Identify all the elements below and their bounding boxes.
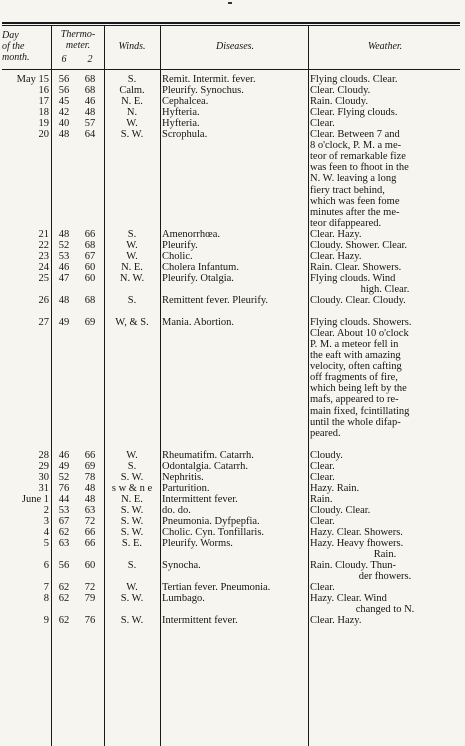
wind-cell: Calm. bbox=[119, 85, 145, 97]
thermo-2-cell: 48 bbox=[84, 493, 96, 505]
weather-cell-line: Clear. Between 7 and bbox=[310, 129, 400, 141]
thermo-6-cell: 48 bbox=[58, 228, 70, 240]
thermo-2-cell: 48 bbox=[84, 482, 96, 494]
thermo-2-cell: 48 bbox=[84, 107, 96, 119]
wind-cell: S. bbox=[127, 228, 137, 240]
header-day-label: Day bbox=[2, 30, 19, 41]
header-winds: Winds. bbox=[118, 41, 146, 52]
thermo-2-cell: 68 bbox=[84, 295, 96, 306]
disease-cell: Scrophula. bbox=[162, 129, 208, 141]
weather-cell-line: P. M. a meteor fell in bbox=[310, 339, 399, 351]
thermo-6-cell: 46 bbox=[58, 449, 70, 461]
wind-cell: N. W. bbox=[119, 272, 145, 284]
weather-cell-line: Clear. Cloudy. bbox=[310, 85, 371, 97]
thermo-2-cell: 78 bbox=[84, 471, 96, 483]
disease-cell: Pleurify. Worms. bbox=[162, 538, 233, 550]
day-cell: 30 bbox=[38, 471, 49, 483]
thermo-6-cell: 53 bbox=[58, 504, 70, 516]
day-cell: 25 bbox=[38, 272, 49, 284]
weather-cell-line: Clear. bbox=[310, 471, 335, 483]
wind-cell: W. bbox=[126, 250, 138, 262]
header-day-label: month. bbox=[2, 52, 30, 63]
thermo-2-cell: 63 bbox=[84, 504, 96, 516]
weather-cell-line: Clear. bbox=[310, 118, 335, 130]
wind-cell: S. W. bbox=[120, 129, 144, 141]
day-cell: 19 bbox=[38, 118, 49, 130]
day-cell: 24 bbox=[38, 261, 49, 273]
disease-cell: Intermittent fever. bbox=[162, 615, 238, 627]
day-cell: 5 bbox=[43, 538, 49, 550]
wind-cell: N. E. bbox=[121, 493, 143, 505]
weather-cell-line: Cloudy. Shower. Clear. bbox=[310, 239, 408, 251]
thermo-2-cell: 79 bbox=[84, 593, 96, 605]
weather-cell-line: was feen to fhoot in the bbox=[310, 162, 409, 174]
weather-cell-line: until the whole difap- bbox=[310, 416, 401, 428]
disease-cell: Tertian fever. Pneumonia. bbox=[162, 582, 271, 594]
wind-cell: W. bbox=[126, 239, 138, 251]
thermo-6-cell: 46 bbox=[58, 261, 70, 273]
thermo-2-cell: 64 bbox=[84, 129, 96, 141]
weather-cell-line: which being left by the bbox=[310, 383, 407, 395]
wind-cell: S. bbox=[127, 74, 137, 85]
weather-cell-line: fiery tract behind, bbox=[310, 184, 385, 196]
thermo-2-cell: 60 bbox=[84, 560, 96, 572]
weather-cell-line: Flying clouds. Wind bbox=[310, 272, 396, 284]
thermo-2-cell: 68 bbox=[84, 239, 96, 251]
weather-cell-line: Hazy. Rain. bbox=[310, 482, 360, 494]
disease-cell: Amenorrhœa. bbox=[162, 228, 221, 240]
day-cell: 23 bbox=[38, 250, 49, 262]
thermo-2-cell: 69 bbox=[84, 460, 96, 472]
thermo-6-cell: 56 bbox=[58, 74, 70, 85]
weather-cell-line: 8 o'clock, P. M. a me- bbox=[310, 140, 402, 152]
thermo-2-cell: 67 bbox=[84, 250, 96, 262]
wind-cell: S. W. bbox=[120, 527, 144, 539]
weather-cell-line: Rain. bbox=[310, 493, 333, 505]
weather-cell-line: teor of remarkable fize bbox=[310, 151, 406, 163]
day-cell: 7 bbox=[43, 582, 49, 594]
wind-cell: S. W. bbox=[120, 471, 144, 483]
day-cell: May 15 bbox=[16, 74, 49, 85]
weather-cell-line: Hazy. Clear. Showers. bbox=[310, 527, 403, 539]
header-weather: Weather. bbox=[367, 41, 403, 52]
day-cell: 3 bbox=[43, 516, 49, 527]
wind-cell: S. bbox=[127, 295, 137, 306]
weather-cell-line: Hazy. Heavy fhowers. bbox=[310, 538, 404, 550]
top-double-rule-b bbox=[2, 25, 460, 26]
day-cell: 2 bbox=[43, 504, 49, 516]
thermo-2-cell: 66 bbox=[84, 538, 96, 550]
wind-cell: W. bbox=[126, 449, 138, 461]
weather-cell-line: which was feen fome bbox=[310, 195, 400, 207]
day-cell: 27 bbox=[38, 317, 49, 329]
thermo-6-cell: 49 bbox=[58, 317, 70, 329]
weather-cell-line: changed to N. bbox=[355, 604, 415, 616]
day-cell: 16 bbox=[38, 85, 49, 97]
disease-cell: Hyfteria. bbox=[162, 118, 200, 130]
wind-cell: N. bbox=[126, 107, 138, 119]
header-thermometer-label: meter. bbox=[65, 40, 91, 51]
disease-cell: Rheumatifm. Catarrh. bbox=[162, 449, 254, 461]
day-cell: June 1 bbox=[21, 493, 49, 505]
disease-cell: do. do. bbox=[162, 504, 191, 516]
disease-cell: Pleurify. Synochus. bbox=[162, 85, 244, 97]
weather-cell-line: Clear. bbox=[310, 516, 335, 527]
weather-cell-line: Clear. bbox=[310, 460, 335, 472]
day-cell: 21 bbox=[38, 228, 49, 240]
day-cell: 4 bbox=[43, 527, 49, 539]
thermo-2-cell: 68 bbox=[84, 85, 96, 97]
thermo-2-cell: 72 bbox=[84, 582, 96, 594]
weather-cell-line: mafs, appeared to re- bbox=[310, 394, 399, 406]
thermo-6-cell: 42 bbox=[58, 107, 70, 119]
wind-cell: S. W. bbox=[120, 504, 144, 516]
thermo-6-cell: 52 bbox=[58, 239, 70, 251]
disease-cell: Synocha. bbox=[162, 560, 201, 572]
weather-cell-line: minutes after the me- bbox=[310, 206, 400, 218]
header-diseases: Diseases. bbox=[215, 41, 255, 52]
weather-cell-line: Clear. Flying clouds. bbox=[310, 107, 398, 119]
thermo-6-cell: 48 bbox=[58, 129, 70, 141]
thermo-6-cell: 40 bbox=[58, 118, 70, 130]
header-thermometer-label: Thermo- bbox=[60, 29, 96, 40]
day-cell: 29 bbox=[38, 460, 49, 472]
weather-cell-line: Rain. Cloudy. Thun- bbox=[310, 560, 397, 572]
day-cell: 26 bbox=[38, 295, 49, 306]
day-cell: 22 bbox=[38, 239, 49, 251]
weather-cell-line: der fhowers. bbox=[358, 571, 412, 583]
thermo-6-cell: 76 bbox=[58, 482, 70, 494]
thermo-2-cell: 66 bbox=[84, 228, 96, 240]
top-double-rule-a bbox=[2, 22, 460, 24]
thermo-6-cell: 49 bbox=[58, 460, 70, 472]
thermo-6-cell: 45 bbox=[58, 96, 70, 108]
thermo-2-cell: 68 bbox=[84, 74, 96, 85]
day-cell: 8 bbox=[43, 593, 49, 605]
disease-cell: Cephalcea. bbox=[162, 96, 209, 108]
disease-cell: Cholic. Cyn. Tonfillaris. bbox=[162, 527, 265, 539]
disease-cell: Remittent fever. Pleurify. bbox=[162, 295, 269, 306]
header-time-2: 2 bbox=[87, 54, 93, 65]
thermo-2-cell: 57 bbox=[84, 118, 96, 130]
wind-cell: S. bbox=[127, 560, 137, 572]
disease-cell: Remit. Intermit. fever. bbox=[162, 74, 256, 85]
wind-cell: S. W. bbox=[120, 516, 144, 527]
thermo-6-cell: 63 bbox=[58, 538, 70, 550]
weather-cell-line: peared. bbox=[310, 427, 341, 439]
wind-cell: S. bbox=[127, 460, 137, 472]
thermo-6-cell: 47 bbox=[58, 272, 70, 284]
weather-cell-line: Cloudy. Clear. Cloudy. bbox=[310, 295, 406, 306]
day-cell: 20 bbox=[38, 129, 49, 141]
disease-cell: Pleurify. Otalgia. bbox=[162, 272, 234, 284]
col-sep-4 bbox=[308, 25, 309, 746]
day-cell: 9 bbox=[43, 615, 49, 627]
weather-cell-line: Rain. Clear. Showers. bbox=[310, 261, 402, 273]
disease-cell: Cholic. bbox=[162, 250, 193, 262]
wind-cell: W, & S. bbox=[115, 317, 149, 329]
thermo-2-cell: 60 bbox=[84, 272, 96, 284]
disease-cell: Pneumonia. Dyfpepfia. bbox=[162, 516, 260, 527]
weather-cell-line: off fragments of fire, bbox=[310, 372, 398, 384]
wind-cell: S. W. bbox=[120, 593, 144, 605]
thermo-6-cell: 44 bbox=[58, 493, 70, 505]
thermo-6-cell: 52 bbox=[58, 471, 70, 483]
weather-cell-line: Clear. Hazy. bbox=[310, 250, 362, 262]
weather-cell-line: main fixed, fcintillating bbox=[310, 405, 410, 417]
weather-cell-line: the eaft with amazing bbox=[310, 350, 401, 362]
disease-cell: Mania. Abortion. bbox=[162, 317, 235, 329]
thermo-6-cell: 48 bbox=[58, 295, 70, 306]
wind-cell: N. E. bbox=[121, 96, 143, 108]
thermo-2-cell: 60 bbox=[84, 261, 96, 273]
day-cell: 17 bbox=[38, 96, 49, 108]
weather-cell-line: teor difappeared. bbox=[310, 217, 382, 229]
thermo-2-cell: 66 bbox=[84, 449, 96, 461]
header-bottom-rule bbox=[2, 69, 460, 70]
weather-cell-line: Rain. bbox=[373, 549, 397, 561]
col-sep-3 bbox=[160, 25, 161, 746]
disease-cell: Pleurify. bbox=[162, 239, 198, 251]
weather-cell-line: Hazy. Clear. Wind bbox=[310, 593, 387, 605]
weather-cell-line: N. W. leaving a long bbox=[310, 173, 397, 185]
disease-cell: Hyfteria. bbox=[162, 107, 200, 119]
disease-cell: Parturition. bbox=[162, 482, 210, 494]
thermo-6-cell: 56 bbox=[58, 560, 70, 572]
weather-cell-line: Clear. Hazy. bbox=[310, 228, 362, 240]
disease-cell: Intermittent fever. bbox=[162, 493, 238, 505]
disease-cell: Cholera Infantum. bbox=[162, 261, 239, 273]
day-cell: 28 bbox=[38, 449, 49, 461]
thermo-6-cell: 62 bbox=[58, 615, 70, 627]
weather-cell-line: velocity, often cafting bbox=[310, 361, 402, 373]
weather-cell-line: Clear. Hazy. bbox=[310, 615, 362, 627]
wind-cell: S. E. bbox=[121, 538, 143, 550]
weather-cell-line: Cloudy. bbox=[310, 449, 343, 461]
thermo-6-cell: 56 bbox=[58, 85, 70, 97]
header-time-6: 6 bbox=[61, 54, 67, 65]
wind-cell: N. E. bbox=[121, 261, 143, 273]
thermo-2-cell: 46 bbox=[84, 96, 96, 108]
wind-cell: W. bbox=[126, 118, 138, 130]
weather-cell-line: Clear. bbox=[310, 582, 335, 594]
disease-cell: Lumbago. bbox=[162, 593, 205, 605]
thermo-2-cell: 66 bbox=[84, 527, 96, 539]
weather-cell-line: Rain. Cloudy. bbox=[310, 96, 368, 108]
thermo-2-cell: 69 bbox=[84, 317, 96, 329]
day-cell: 31 bbox=[38, 482, 49, 494]
thermo-6-cell: 62 bbox=[58, 527, 70, 539]
wind-cell: s w & n e bbox=[111, 482, 153, 494]
thermo-6-cell: 53 bbox=[58, 250, 70, 262]
weather-cell-line: Flying clouds. Showers. bbox=[310, 317, 412, 329]
disease-cell: Odontalgia. Catarrh. bbox=[162, 460, 249, 472]
thermo-6-cell: 67 bbox=[58, 516, 70, 527]
thermo-2-cell: 72 bbox=[84, 516, 96, 527]
wind-cell: W. bbox=[126, 582, 138, 594]
weather-cell-line: Cloudy. Clear. bbox=[310, 504, 371, 516]
day-cell: 6 bbox=[43, 560, 49, 572]
weather-cell-line: high. Clear. bbox=[360, 283, 410, 295]
weather-cell-line: Clear. About 10 o'clock bbox=[310, 328, 409, 340]
weather-cell-line: Flying clouds. Clear. bbox=[310, 74, 398, 85]
thermo-2-cell: 76 bbox=[84, 615, 96, 627]
top-mark bbox=[228, 2, 232, 4]
wind-cell: S. W. bbox=[120, 615, 144, 627]
day-cell: 18 bbox=[38, 107, 49, 119]
header-day-label: of the bbox=[2, 41, 25, 52]
thermo-6-cell: 62 bbox=[58, 582, 70, 594]
thermo-6-cell: 62 bbox=[58, 593, 70, 605]
disease-cell: Nephritis. bbox=[162, 471, 204, 483]
